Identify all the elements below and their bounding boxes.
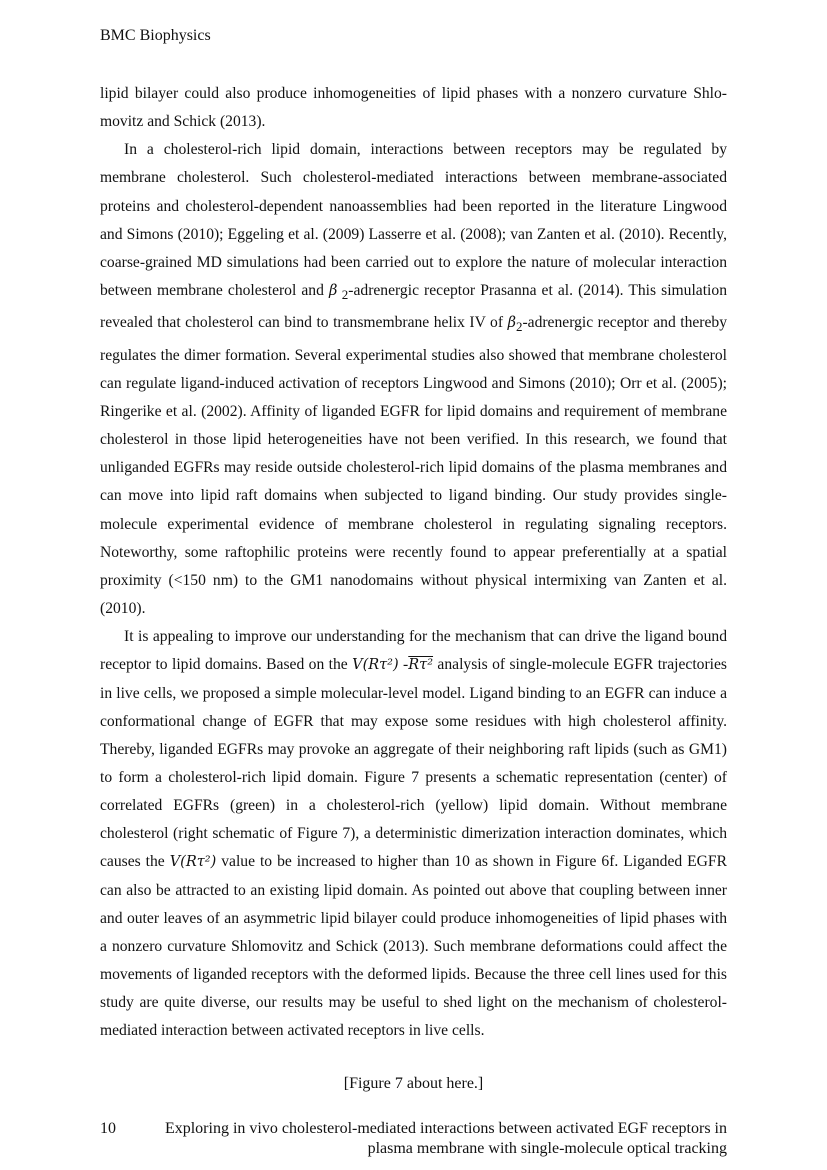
paragraph-2-text-c: -adrenergic receptor and thereby regulates the dimer formation. Several experimental studies also showed that membrane cholesterol can regulate ligand-induced activation of receptors Lingwood and Simons (2010); Orr et al. (2005); Ringerike et al. (2002). Affinity of liganded EGFR for lipid domains and requirement of membrane cholesterol in those lipid heterogeneities have not been verified. In this research, we found that unliganded EGFRs may reside outside cholesterol-rich lipid domains of the plasma membranes and can move into lipid raft domains when subjected to ligand binding. Our study provides single-molecule experimental evidence of membrane cholesterol in regulating signaling receptors. Noteworthy, some raftophilic proteins were recently found to appear preferentially at a spatial proximity (<150 nm) to the GM1 nanodomains without physical intermixing van Zanten et al. (2010). — [100, 314, 728, 618]
paragraph-3-text-a: It is appealing to improve our understanding for the mechanism that can drive the ligand bound receptor to lipid domains. Based on the — [100, 628, 727, 674]
paragraph-3-text-b: analysis of single-molecule EGFR trajectories in live cells, we proposed a simple molecular-level model. Ligand binding to an EGFR can induce a conformational change of EGFR that may expose some residues with high cholesterol affinity. Thereby, liganded EGFRs may provoke an aggregate of their neighboring raft lipids (such as GM1) to form a cholesterol-rich lipid domain. Figure 7 presents a schematic representation (center) of correlated EGFRs (green) in a cholesterol-rich (yellow) lipid domain. Without membrane cholesterol (right schematic of Figure 7), a deterministic dimerization interaction dominates, which causes the — [100, 656, 727, 871]
formula-dash: - — [398, 656, 409, 674]
mean-squared-formula: Rτ² — [408, 657, 434, 674]
paragraph-2-text-a: In a cholesterol-rich lipid domain, interactions between receptors may be regulated by membrane cholesterol. Such cholesterol-mediated interactions between membrane-associated proteins and cholesterol-dependent nanoassemblies had been reported in the literature Lingwood and Simons (2010); Eggeling et al. (2009) Lasserre et al. (2008); van Zanten et al. (2010). Recently, coarse-grained MD simulations had been carried out to explore the nature of molecular interaction between membrane cholesterol and — [100, 141, 727, 300]
running-title: Exploring in vivo cholesterol-mediated interactions between activated EGF receptors in plasma membrane with single-molecule optical tracking — [164, 1120, 727, 1157]
beta-symbol: β — [328, 283, 338, 300]
paragraph-2-text-b: -adrenergic receptor Prasanna et al. (2014). This simulation revealed that cholesterol can bind to transmembrane helix IV of — [100, 282, 727, 332]
paragraph-2 — [100, 136, 727, 623]
beta-subscript: 2 — [515, 319, 523, 335]
beta-subscript: 2 — [337, 287, 349, 303]
variance-formula: V(Rτ²) — [169, 854, 217, 871]
beta-symbol: β — [507, 315, 516, 332]
paragraph-1 — [100, 80, 727, 136]
paragraph-3-text-c: value to be increased to higher than 10 as shown in Figure 6f. Liganded EGFR can also be attracted to an existing lipid domain. As pointed out above that coupling between inner and outer leaves of an asymmetric lipid bilayer could produce inhomogeneities of lipid phases with a nonzero curvature Shlomovitz and Schick (2013). Such membrane deformations could affect the movements of liganded receptors with the deformed lipids. Because the three cell lines used for this study are quite diverse, our results may be useful to shed light on the mechanism of cholesterol-mediated interaction between activated receptors in live cells. — [100, 853, 727, 1040]
journal-header: BMC Biophysics — [100, 27, 211, 44]
paragraph-1-text: lipid bilayer could also produce inhomogeneities of lipid phases with a nonzero curvature Shlomovitz and Schick (2013). — [100, 85, 727, 131]
paragraph-3 — [100, 623, 727, 1045]
figure-placeholder-note: [Figure 7 about here.] — [343, 1075, 484, 1092]
article-body — [100, 80, 727, 1046]
page-number: 10 — [100, 1120, 116, 1137]
variance-formula: V(Rτ²) — [352, 657, 399, 674]
